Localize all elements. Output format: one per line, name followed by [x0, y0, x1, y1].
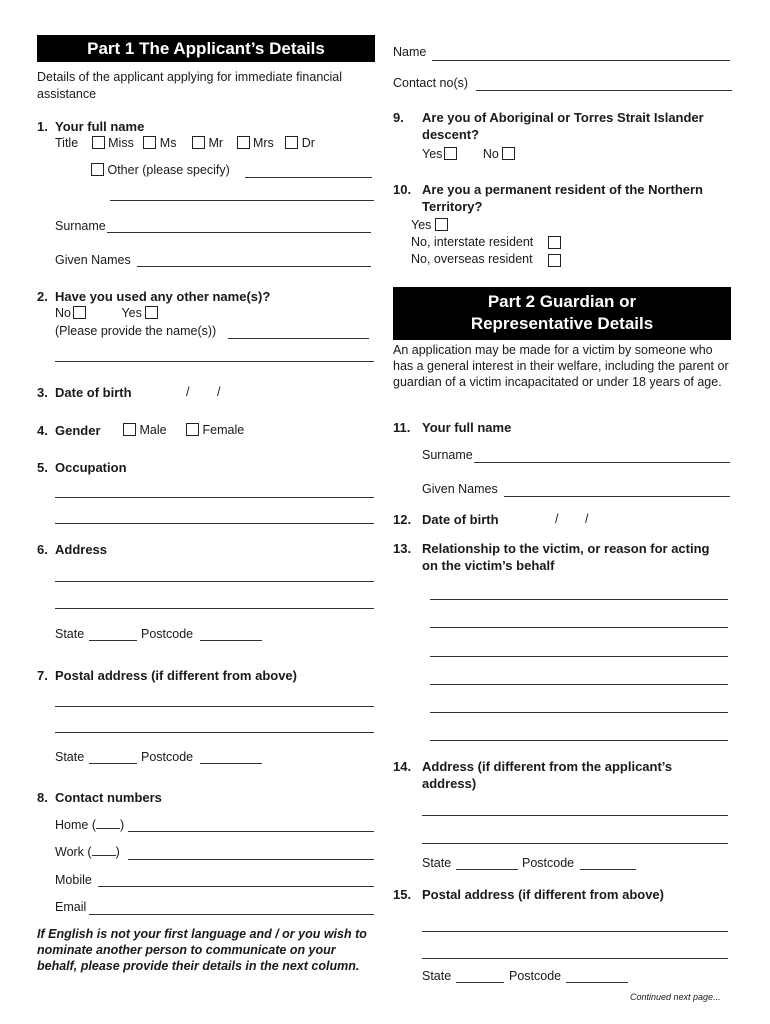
home-phone-field[interactable]: [128, 831, 374, 832]
postal-address-field[interactable]: [55, 706, 374, 707]
nominee-name-field[interactable]: [432, 60, 730, 61]
postal-postcode-field[interactable]: [200, 763, 262, 764]
guardian-state-field[interactable]: [456, 869, 518, 870]
resident-yes-row: Yes: [411, 218, 448, 232]
q14-heading: 14. Address (if different from the applicant’s address): [393, 759, 673, 791]
q7-heading: 7. Postal address (if different from above): [37, 668, 297, 683]
q8-heading: 8. Contact numbers: [37, 790, 162, 805]
dob-separator-1: /: [186, 385, 190, 399]
title-other-field-2[interactable]: [110, 200, 374, 201]
part2-intro: An application may be made for a victim by someone who has a general interest in their welfare, including the parent or guardian of a victim incapacitated or under 18 years of age.: [393, 343, 729, 389]
part2-header: Part 2 Guardian or Representative Details: [393, 287, 731, 340]
surname-field[interactable]: [107, 232, 371, 233]
other-names-field[interactable]: [228, 338, 369, 339]
nominee-contact-label: Contact no(s): [393, 76, 469, 90]
title-row: Title Miss Ms Mr Mrs Dr: [55, 136, 315, 150]
relationship-field-6[interactable]: [430, 740, 728, 741]
title-label: Title: [55, 136, 79, 150]
q13-heading: 13. Relationship to the victim, or reason for acting on the victim’s behalf: [393, 541, 710, 573]
guardian-state-label: State: [422, 856, 452, 870]
postal-address-field-2[interactable]: [55, 732, 374, 733]
guardian-postal-field[interactable]: [422, 931, 728, 932]
part1-header: Part 1 The Applicant’s Details: [37, 35, 375, 62]
guardian-dob-separator-1: /: [555, 512, 559, 526]
q1-heading: 1. Your full name: [37, 119, 145, 134]
english-note: If English is not your first language and / or you wish to nominate another person to communicate on your behalf, please provide their details in the next column.: [37, 927, 367, 973]
occupation-field-2[interactable]: [55, 523, 374, 524]
other-names-options: No Yes: [55, 306, 158, 320]
resident-interstate-row: No, interstate resident: [411, 235, 534, 249]
given-names-field[interactable]: [137, 266, 371, 267]
guardian-surname-field[interactable]: [474, 462, 730, 463]
mobile-field[interactable]: [98, 886, 374, 887]
relationship-field-1[interactable]: [430, 599, 728, 600]
guardian-postcode-label: Postcode: [522, 856, 575, 870]
q15-heading: 15. Postal address (if different from above): [393, 887, 664, 902]
guardian-given-label: Given Names: [422, 482, 498, 496]
address-field[interactable]: [55, 581, 374, 582]
q3-heading: 3. Date of birth: [37, 385, 132, 400]
part1-intro: Details of the applicant applying for immediate financial assistance: [37, 70, 343, 101]
q11-heading: 11. Your full name: [393, 420, 512, 435]
address-postcode-label: Postcode: [141, 627, 194, 641]
occupation-field[interactable]: [55, 497, 374, 498]
resident-overseas-row: No, overseas resident: [411, 252, 533, 266]
title-miss-checkbox[interactable]: [92, 136, 105, 149]
mobile-label: Mobile: [55, 873, 92, 887]
aboriginal-no-checkbox[interactable]: [502, 147, 515, 160]
home-phone-label: Home ( ): [55, 818, 125, 832]
address-state-field[interactable]: [89, 640, 137, 641]
work-phone-field[interactable]: [128, 859, 374, 860]
guardian-address-field[interactable]: [422, 815, 728, 816]
q5-heading: 5. Occupation: [37, 460, 127, 475]
gender-options: Male Female: [123, 423, 244, 437]
surname-label: Surname: [55, 219, 106, 233]
other-names-yes-checkbox[interactable]: [145, 306, 158, 319]
given-names-label: Given Names: [55, 253, 131, 267]
address-state-label: State: [55, 627, 85, 641]
relationship-field-2[interactable]: [430, 627, 728, 628]
provide-names-label: (Please provide the name(s)): [55, 324, 217, 338]
title-other-field[interactable]: [245, 177, 372, 178]
address-field-2[interactable]: [55, 608, 374, 609]
gender-male-checkbox[interactable]: [123, 423, 136, 436]
postal-postcode-label: Postcode: [141, 750, 194, 764]
guardian-surname-label: Surname: [422, 448, 473, 462]
relationship-field-4[interactable]: [430, 684, 728, 685]
q10-heading: 10. Are you a permanent resident of the Northern Territory?: [393, 182, 703, 214]
address-postcode-field[interactable]: [200, 640, 262, 641]
q2-heading: 2. Have you used any other name(s)?: [37, 289, 271, 304]
title-ms-checkbox[interactable]: [143, 136, 156, 149]
gender-female-checkbox[interactable]: [186, 423, 199, 436]
resident-yes-checkbox[interactable]: [435, 218, 448, 231]
dob-separator-2: /: [217, 385, 221, 399]
resident-overseas-checkbox[interactable]: [548, 254, 561, 267]
resident-interstate-checkbox[interactable]: [548, 236, 561, 249]
guardian-postal-state-label: State: [422, 969, 452, 983]
q9-heading: 9. Are you of Aboriginal or Torres Strait Islander descent?: [393, 110, 704, 142]
title-mrs-checkbox[interactable]: [237, 136, 250, 149]
postal-state-field[interactable]: [89, 763, 137, 764]
q6-heading: 6. Address: [37, 542, 108, 557]
email-field[interactable]: [89, 914, 374, 915]
guardian-postal-postcode-label: Postcode: [509, 969, 562, 983]
guardian-dob-separator-2: /: [585, 512, 589, 526]
aboriginal-options: Yes No: [422, 147, 515, 161]
title-other-row: Other (please specify): [91, 163, 230, 177]
postal-state-label: State: [55, 750, 85, 764]
title-dr-checkbox[interactable]: [285, 136, 298, 149]
nominee-name-label: Name: [393, 45, 427, 59]
guardian-given-field[interactable]: [504, 496, 730, 497]
q4-heading: 4. Gender: [37, 423, 101, 438]
relationship-field-3[interactable]: [430, 656, 728, 657]
other-names-no-checkbox[interactable]: [73, 306, 86, 319]
continued-note: Continued next page...: [630, 992, 721, 1002]
relationship-field-5[interactable]: [430, 712, 728, 713]
guardian-postal-postcode-field[interactable]: [566, 982, 628, 983]
guardian-postal-field-2[interactable]: [422, 958, 728, 959]
guardian-address-field-2[interactable]: [422, 843, 728, 844]
other-names-field-2[interactable]: [55, 361, 374, 362]
title-mr-checkbox[interactable]: [192, 136, 205, 149]
title-other-checkbox[interactable]: [91, 163, 104, 176]
guardian-postal-state-field[interactable]: [456, 982, 504, 983]
aboriginal-yes-checkbox[interactable]: [444, 147, 457, 160]
work-phone-label: Work ( ): [55, 845, 120, 859]
email-label: Email: [55, 900, 87, 914]
q12-heading: 12. Date of birth: [393, 512, 499, 527]
guardian-postcode-field[interactable]: [580, 869, 636, 870]
nominee-contact-field[interactable]: [476, 90, 732, 91]
